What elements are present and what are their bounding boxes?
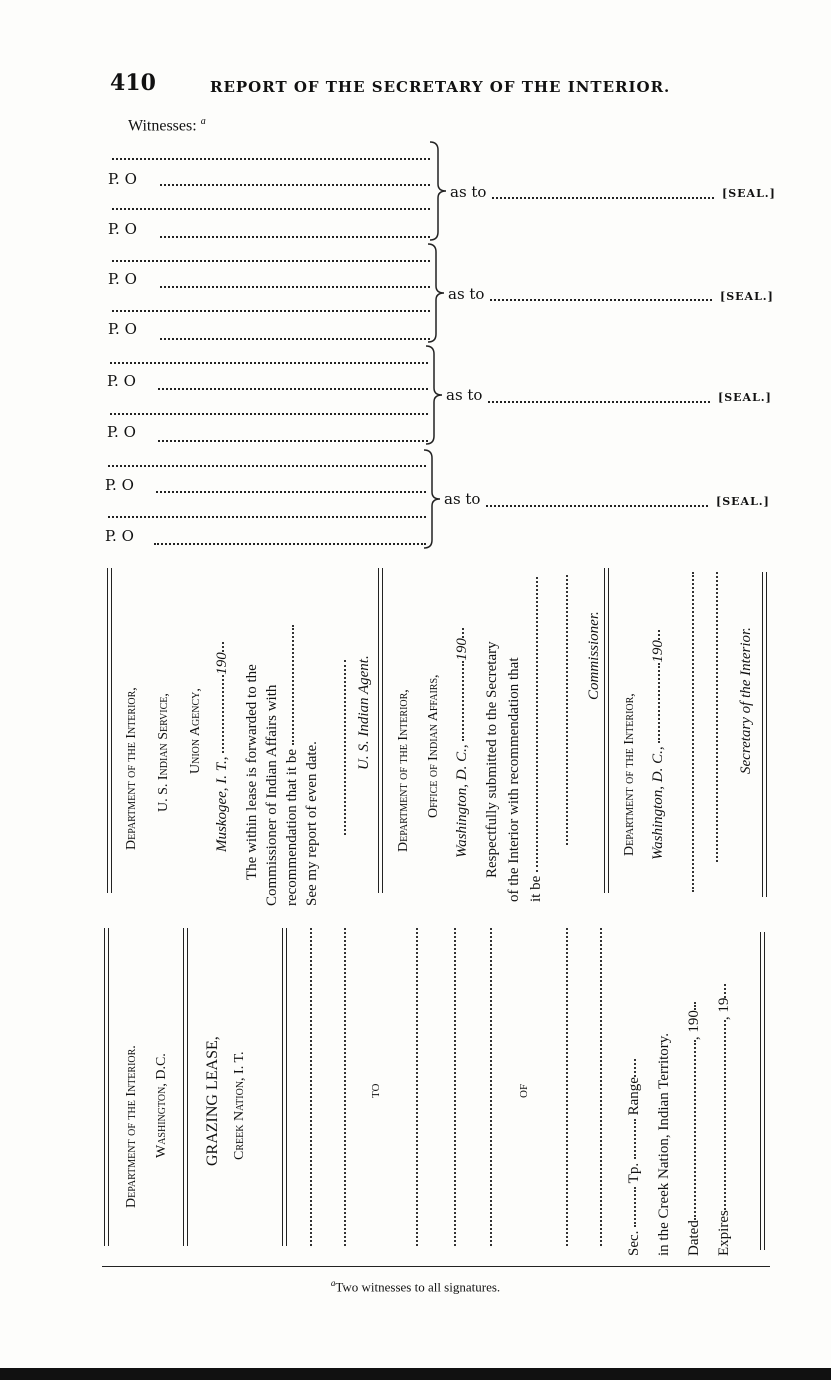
as-to-label: as to (448, 285, 485, 303)
running-title: REPORT OF THE SECRETARY OF THE INTERIOR. (210, 78, 671, 96)
outer-to: TO (370, 1083, 382, 1098)
rule-double (183, 928, 184, 1246)
seal-mark: [SEAL.] (716, 495, 770, 508)
witness-line (112, 260, 430, 262)
dotted-fill (694, 1002, 696, 1010)
rule-double (108, 928, 109, 1246)
signature-line (344, 660, 346, 835)
po-line (156, 491, 426, 493)
rule-double (187, 928, 188, 1246)
as-to-line (488, 401, 710, 403)
po-label: P. O (107, 423, 136, 441)
seal-mark: [SEAL.] (720, 290, 774, 303)
rule-double (107, 568, 108, 893)
rule-double (608, 568, 609, 893)
dotted-fill (222, 675, 224, 753)
po-label: P. O (108, 320, 137, 338)
po-label: P. O (108, 170, 137, 188)
inner-para6: of the Interior with recommendation that (506, 657, 522, 902)
outer-territory: in the Creek Nation, Indian Territory. (656, 1032, 672, 1256)
po-line (160, 184, 430, 186)
inner-dept3: Department of the Interior, (622, 693, 637, 856)
po-label: P. O (107, 372, 136, 390)
outer-dated-year: 190 (686, 1010, 702, 1033)
dotted-fill (658, 663, 660, 743)
footnote-rule (102, 1266, 770, 1267)
po-line (160, 286, 430, 288)
po-line (160, 236, 430, 238)
inner-agency: Union Agency, (188, 688, 203, 774)
witness-line (112, 158, 430, 160)
brace-icon (422, 448, 444, 550)
dotted-fill (536, 577, 538, 872)
name-line (416, 928, 418, 1246)
witnesses-text: Witnesses: (128, 117, 197, 135)
inner-para4: See my report of even date. (304, 741, 320, 906)
name-line (454, 928, 456, 1246)
inner-para3-line (284, 625, 301, 906)
footnote-text: Two witnesses to all signatures. (335, 1279, 501, 1295)
inner-para7: it be (528, 875, 544, 902)
page-number: 410 (110, 70, 156, 96)
inner-dept: Department of the Interior, (124, 687, 139, 850)
brace-icon (426, 242, 448, 344)
dotted-fill (634, 1119, 636, 1159)
witness-line (110, 362, 428, 364)
dotted-fill (724, 1020, 726, 1210)
inner-year3: 190 (650, 640, 666, 663)
po-label: P. O (105, 527, 134, 545)
rule-double (282, 928, 283, 1246)
inner-commissioner: Commissioner. (586, 611, 602, 700)
inner-year2: 190 (454, 638, 470, 661)
outer-expires-line: Expires, 19 (716, 984, 733, 1256)
name-line (310, 928, 312, 1246)
outer-dated: Dated (686, 1220, 702, 1256)
seal-mark: [SEAL.] (722, 187, 776, 200)
po-line (160, 338, 430, 340)
outer-of: OF (518, 1083, 530, 1098)
inner-place3-line (650, 630, 667, 860)
seal-mark: [SEAL.] (718, 391, 772, 404)
rule-double (111, 568, 112, 893)
signature-line (692, 572, 694, 892)
outer-dated-line: Dated, 190 (686, 1002, 703, 1256)
inner-para3: recommendation that it be (284, 748, 300, 906)
rule-double (104, 928, 105, 1246)
footnote (0, 1278, 831, 1295)
witness-line (112, 208, 430, 210)
as-to-line (490, 299, 712, 301)
inner-service: U. S. Indian Service, (156, 693, 171, 812)
page-edge (0, 1368, 831, 1380)
name-line (344, 928, 346, 1246)
inner-para1: The within lease is forwarded to the (244, 664, 260, 880)
outer-range: Range (626, 1077, 642, 1116)
rule-double (766, 572, 767, 897)
inner-year: 190 (214, 652, 230, 675)
witness-line (108, 516, 426, 518)
outer-expires: Expires (716, 1210, 732, 1256)
inner-para7-line (528, 577, 545, 902)
dotted-fill (462, 628, 464, 638)
rule-double (764, 932, 765, 1250)
po-line (158, 388, 428, 390)
outer-title: GRAZING LEASE, (204, 1036, 221, 1166)
outer-nation: Creek Nation, I. T. (232, 1051, 247, 1160)
inner-place3: Washington, D. C., (650, 746, 666, 860)
rule-double (378, 568, 379, 893)
inner-place2-line (454, 628, 471, 858)
as-to-label: as to (444, 490, 481, 508)
dotted-fill (462, 661, 464, 741)
rule-double (762, 572, 763, 897)
po-label: P. O (108, 220, 137, 238)
as-to-line (492, 197, 714, 199)
outer-dept: Department of the Interior. (124, 1045, 139, 1208)
inner-place-line (214, 642, 231, 852)
rule-double (286, 928, 287, 1246)
rule-double (604, 568, 605, 893)
outer-sec: Sec. (626, 1230, 642, 1256)
inner-dept2: Department of the Interior, (396, 689, 411, 852)
rule-double (382, 568, 383, 893)
inner-agent: U. S. Indian Agent. (356, 655, 372, 770)
dotted-fill (222, 642, 224, 652)
outer-expires-year: 19 (716, 997, 732, 1013)
po-line (158, 440, 428, 442)
dotted-fill (658, 630, 660, 640)
dotted-fill (724, 984, 726, 998)
rule-double (760, 932, 761, 1250)
footnote-mark: a (330, 1278, 336, 1288)
witness-line (112, 310, 430, 312)
inner-para2: Commissioner of Indian Affairs with (264, 684, 280, 906)
brace-icon (428, 140, 450, 242)
name-line (566, 928, 568, 1246)
witness-line (110, 413, 428, 415)
as-to-label: as to (446, 386, 483, 404)
name-line (490, 928, 492, 1246)
signature-line (566, 575, 568, 845)
witnesses-note-mark: a (200, 116, 206, 127)
inner-place2: Washington, D. C., (454, 744, 470, 858)
brace-icon (424, 344, 446, 446)
outer-location-line (626, 1059, 643, 1256)
as-to-line (486, 505, 708, 507)
po-label: P. O (105, 476, 134, 494)
inner-para5: Respectfully submitted to the Secretary (484, 641, 500, 878)
signature-line (716, 572, 718, 862)
dotted-fill (634, 1187, 636, 1227)
name-line (600, 928, 602, 1246)
dotted-fill (634, 1059, 636, 1077)
witness-line (108, 465, 426, 467)
po-line (154, 543, 426, 545)
inner-secretary: Secretary of the Interior. (738, 627, 754, 774)
outer-place: Washington, D.C. (154, 1053, 169, 1158)
inner-office: Office of Indian Affairs, (426, 674, 441, 818)
witnesses-label (128, 116, 206, 135)
outer-tp: Tp. (626, 1162, 642, 1184)
dotted-fill (292, 625, 294, 745)
po-label: P. O (108, 270, 137, 288)
inner-place: Muskogee, I. T., (214, 756, 230, 852)
as-to-label: as to (450, 183, 487, 201)
dotted-fill (694, 1040, 696, 1220)
